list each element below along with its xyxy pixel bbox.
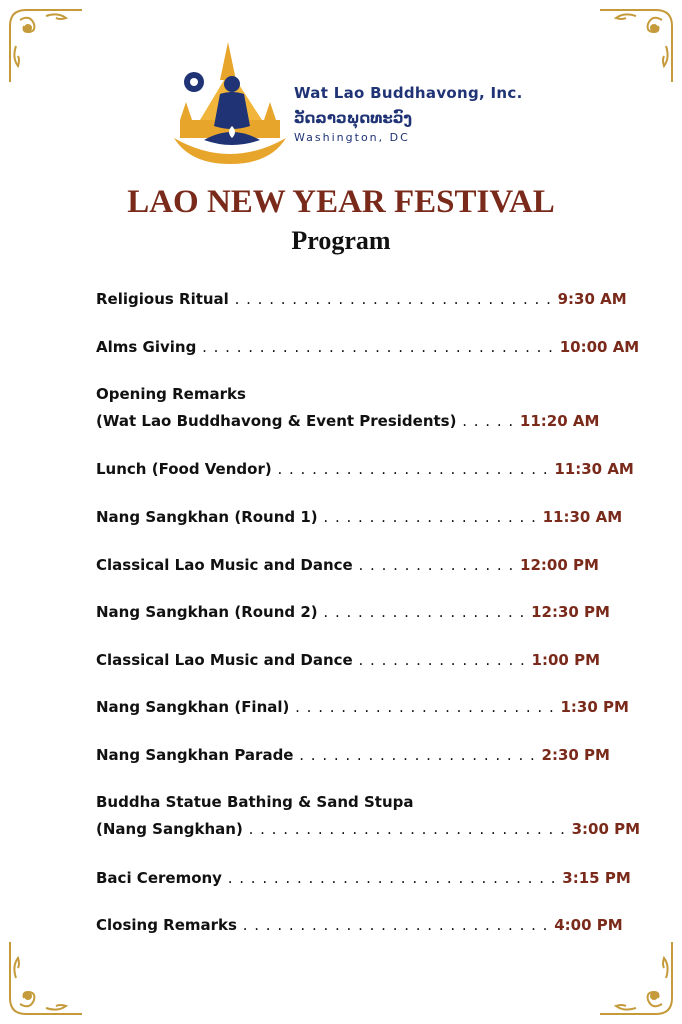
item-time: 12:00 PM xyxy=(520,556,599,574)
leader-dots: . . . . . . . . . . . . . . . . . . . xyxy=(317,508,543,526)
item-time: 11:20 AM xyxy=(519,412,600,430)
program-item-alms-giving xyxy=(96,334,639,361)
item-name: Alms Giving xyxy=(96,338,197,356)
page-subtitle: Program xyxy=(291,226,391,255)
program-item-closing-remarks xyxy=(96,912,623,939)
program-item-classical-music-2 xyxy=(96,647,600,674)
temple-logo xyxy=(170,40,523,170)
item-time: 1:30 PM xyxy=(560,698,629,716)
item-time: 12:30 PM xyxy=(531,603,610,621)
program-item-baci-ceremony xyxy=(96,865,631,892)
program-item-parade xyxy=(96,742,610,769)
item-name: Lunch (Food Vendor) xyxy=(96,460,272,478)
org-lao-name: ວັດລາວພຸດທະວົງ xyxy=(294,109,413,127)
program-item-nang-sangkhan-round-1 xyxy=(96,504,622,531)
org-city: Washington, DC xyxy=(294,131,410,144)
item-time: 4:00 PM xyxy=(554,916,623,934)
leader-dots: . . . . . . . . . . . . . . . . . . . . . . . . . . . . . xyxy=(221,869,563,887)
leader-dots: . . . . . . . . . . . . . . xyxy=(352,556,521,574)
page-title: LAO NEW YEAR FESTIVAL xyxy=(127,184,555,220)
item-name: Buddha Statue Bathing & Sand Stupa xyxy=(96,793,414,811)
org-name: Wat Lao Buddhavong, Inc. xyxy=(294,84,523,102)
item-time: 1:00 PM xyxy=(531,651,600,669)
program-item-classical-music-1 xyxy=(96,552,599,579)
leader-dots: . . . . . . . . . . . . . . . . . . . . . . . xyxy=(289,698,561,716)
item-detail: (Nang Sangkhan) xyxy=(96,820,243,838)
leader-dots: . . . . . . . . . . . . . . . . . . xyxy=(317,603,532,621)
buddha-stupa-icon xyxy=(170,40,290,166)
corner-ornament-icon xyxy=(6,938,86,1018)
item-time: 3:15 PM xyxy=(562,869,631,887)
leader-dots: . . . . . . . . . . . . . . . . . . . . . . . . . . . xyxy=(236,916,555,934)
corner-ornament-icon xyxy=(6,6,86,86)
leader-dots: . . . . . . . . . . . . . . . . . . . . . . . . . . . . . . . xyxy=(196,338,560,356)
leader-dots: . . . . . . . . . . . . . . . xyxy=(352,651,532,669)
leader-dots: . . . . . . . . . . . . . . . . . . . . . . . . . . . . xyxy=(228,290,558,308)
item-name: Nang Sangkhan (Round 2) xyxy=(96,603,318,621)
item-time: 10:00 AM xyxy=(559,338,640,356)
item-detail: (Wat Lao Buddhavong & Event Presidents) xyxy=(96,412,457,430)
item-name: Classical Lao Music and Dance xyxy=(96,651,353,669)
item-time: 2:30 PM xyxy=(541,746,610,764)
program-item-lunch xyxy=(96,456,634,483)
program-item-opening-remarks xyxy=(96,381,599,435)
item-name: Nang Sangkhan (Final) xyxy=(96,698,290,716)
leader-dots: . . . . . . . . . . . . . . . . . . . . . . . . . . . . xyxy=(242,820,572,838)
program-item-nang-sangkhan-final xyxy=(96,694,629,721)
item-time: 9:30 AM xyxy=(557,290,627,308)
program-item-statue-bathing xyxy=(96,789,640,843)
program-item-religious-ritual xyxy=(96,286,627,313)
item-name: Closing Remarks xyxy=(96,916,237,934)
corner-ornament-icon xyxy=(596,938,676,1018)
leader-dots: . . . . . . . . . . . . . . . . . . . . . xyxy=(293,746,542,764)
corner-ornament-icon xyxy=(596,6,676,86)
item-name: Nang Sangkhan (Round 1) xyxy=(96,508,318,526)
item-time: 11:30 AM xyxy=(554,460,634,478)
item-name: Opening Remarks xyxy=(96,385,246,403)
leader-dots: . . . . . . . . . . . . . . . . . . . . . . . . xyxy=(271,460,555,478)
item-time: 11:30 AM xyxy=(542,508,623,526)
item-name: Classical Lao Music and Dance xyxy=(96,556,353,574)
item-name: Religious Ritual xyxy=(96,290,229,308)
item-time: 3:00 PM xyxy=(571,820,641,838)
item-name: Baci Ceremony xyxy=(96,869,222,887)
item-name: Nang Sangkhan Parade xyxy=(96,746,294,764)
program-item-nang-sangkhan-round-2 xyxy=(96,599,610,626)
leader-dots: . . . . . xyxy=(456,412,520,430)
